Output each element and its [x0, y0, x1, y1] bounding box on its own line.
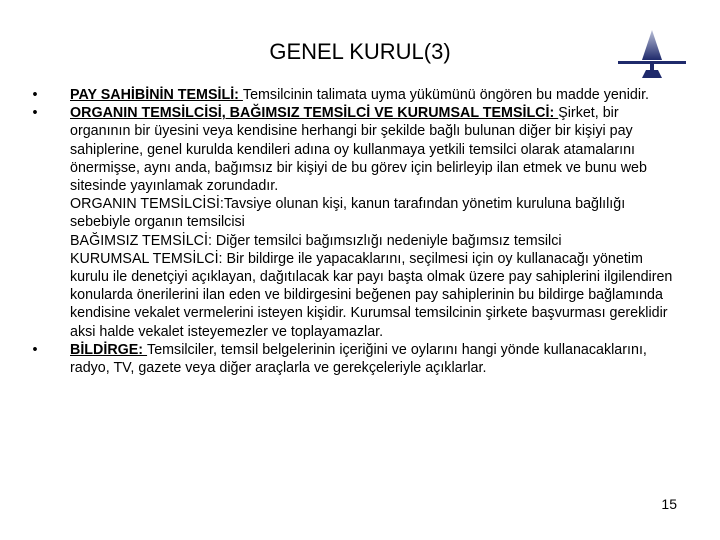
balance-scale-logo-icon [616, 26, 688, 82]
slide-title: GENEL KURUL(3) [269, 39, 451, 64]
item-paragraph: KURUMSAL TEMSİLCİ: Bir bildirge ile yapacaklarını, seçilmesi için oy kullanacağı yönetim kurulu ile denetçiyi açıklayan, dağıtılacak kar payı başta olmak üzere pay sahiplerini ilgilendiren konularda önerilerini ilan eden ve bildirgesini beğenen pay sahiplerinin bu bildirge bağlamında kendisine vekalet vermelerini isteyen kişidir. Kurumsal temsilcinin şirkete başvurması gereklidir aksi halde vekalet isteyemezler ve toplayamazlar. [70, 250, 673, 340]
item-text: Temsilciler, temsil belgelerinin içeriğini ve oylarını hangi yönde kullanacaklarını, radyo, TV, gazete veya diğer araçlarla ve gerekçeleriyle açıklarlar. [70, 341, 647, 377]
item-text: Şirket, bir organının bir üyesini veya kendisine herhangi bir şekilde bağlı bulunan diğer bir kişiyi pay sahiplerine, genel kurulda kendileri adına oy kullanmaya yetkili temsilci olarak atamalarını önermişse, aynı anda, bağımsız bir kişiyi de bu görev için belirleyip ilan etmek ve bunu web sitesinde yayınlamak zorundadır. [70, 105, 647, 195]
item-heading: BİLDİRGE: [70, 341, 148, 358]
item-heading: PAY SAHİBİNİN TEMSİLİ: [70, 87, 243, 103]
list-item [30, 341, 680, 377]
bullet-list [30, 86, 680, 377]
list-item [30, 86, 680, 104]
bullet-icon: • [32, 105, 38, 122]
item-paragraph: ORGANIN TEMSİLCİSİ:Tavsiye olunan kişi, kanun tarafından yönetim kuruluna bağlılığı sebebiyle organın temsilcisi [70, 196, 626, 231]
list-item [30, 104, 680, 341]
bullet-icon: • [32, 87, 38, 103]
item-paragraph: BAĞIMSIZ TEMSİLCİ: Diğer temsilci bağımsızlığı nedeniyle bağımsız temsilci [70, 232, 562, 249]
page-number: 15 [661, 496, 677, 512]
item-heading: ORGANIN TEMSİLCİSİ, BAĞIMSIZ TEMSİLCİ VE KURUMSAL TEMSİLCİ: [70, 105, 559, 122]
item-text: Temsilcinin talimata uyma yükümünü öngören bu madde yenidir. [242, 87, 650, 103]
bullet-icon: • [32, 341, 38, 358]
